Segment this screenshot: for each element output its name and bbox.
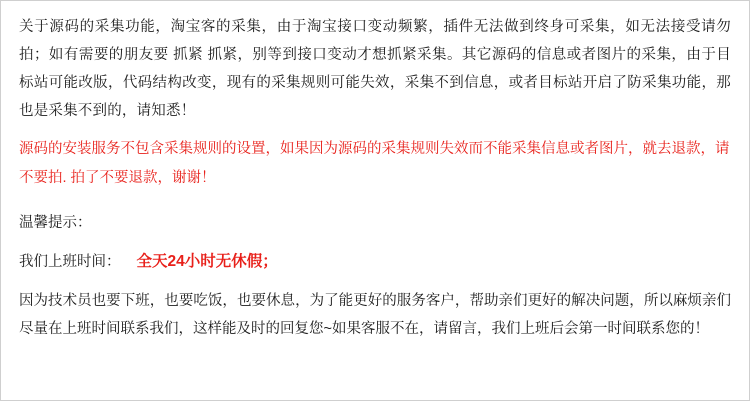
tip-title-text: 温馨提示： [19,215,92,231]
spacer-after-tip-title [19,237,731,247]
service-note-paragraph: 因为技术员也要下班，也要吃饭，也要休息，为了能更好的服务客户，帮助亲们更好的解决问题，所以麻烦亲们尽量在上班时间联系我们，这样能及时的回复您~如果客服不在，请留言，我们上班后会第一时间联系您的！ [19,293,731,337]
service-note-block [19,287,731,343]
working-hours-row [19,247,731,277]
spacer-after-working-hours [19,277,731,287]
working-hours-label: 我们上班时间： [19,254,121,270]
refund-warning-block [19,135,731,193]
tip-title-block [19,209,731,237]
spacer-after-warning [19,193,731,209]
collection-notice-block [19,13,731,125]
collection-notice-paragraph: 关于源码的采集功能，淘宝客的采集，由于淘宝接口变动频繁，插件无法做到终身可采集，如无法接受请勿拍；如有需要的朋友要 抓紧 抓紧，别等到接口变动才想抓紧采集。其它源码的信息或者图片的采集，由于目标站可能改版，代码结构改变，现有的采集规则可能失效，采集不到信息，或者目标站开启了防采集功能，那也是采集不到的，请知悉！ [19,19,731,119]
spacer-after-notice [19,125,731,135]
refund-warning-paragraph: 源码的安装服务不包含采集规则的设置，如果因为源码的采集规则失效而不能采集信息或者图片，就去退款，请不要拍. 拍了不要退款，谢谢！ [19,141,730,186]
working-hours-value: 全天24小时无休假； [136,253,278,270]
